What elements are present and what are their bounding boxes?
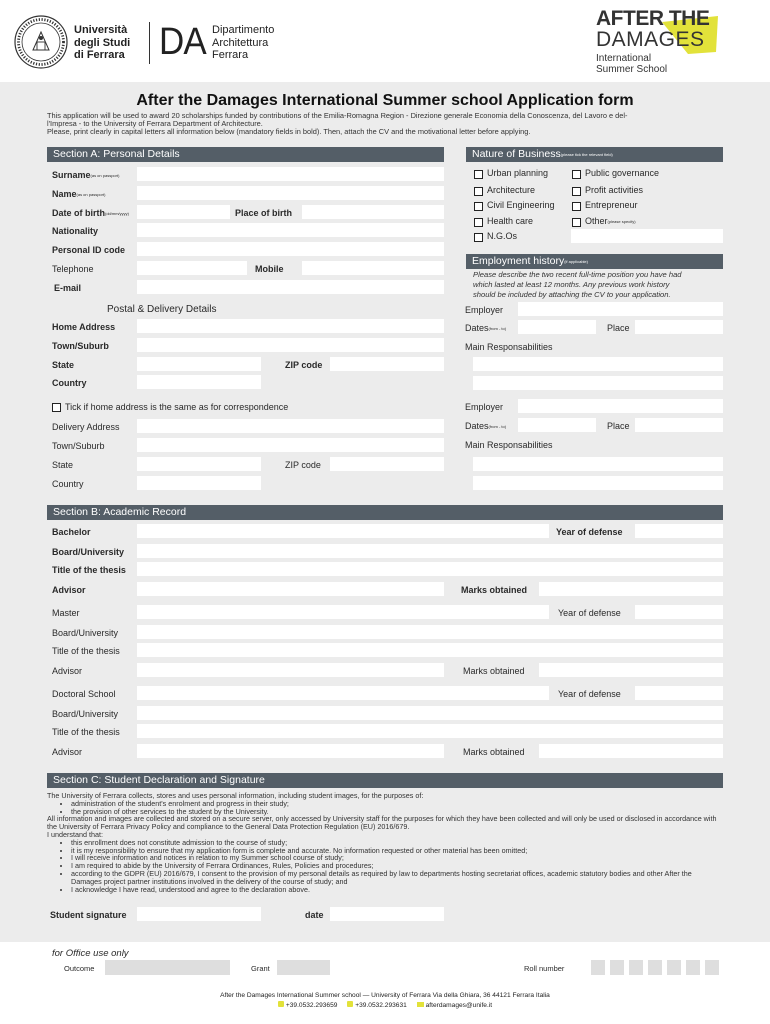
brand-line-3: International (596, 53, 652, 64)
intro-line-1: This application will be used to award 20 scholarships funded by contributions of the Emilia-Romagna Region - Direzione generale Economia della Conoscenza, del Lavoro e del- (47, 111, 628, 120)
grant-label: Grant (251, 964, 270, 973)
doctoral-board-label: Board/University (52, 709, 119, 719)
telephone-field[interactable] (137, 261, 247, 275)
doctoral-thesis-field[interactable] (137, 724, 723, 738)
country-field[interactable] (137, 375, 261, 389)
other-note: (please specify) (607, 219, 636, 224)
email-label: E-mail (54, 283, 82, 293)
signature-field[interactable] (137, 907, 261, 921)
employer-2-field[interactable] (518, 399, 723, 413)
pob-label: Place of birth (235, 208, 293, 218)
delivery-address-label: Delivery Address (52, 422, 120, 432)
place-2-label: Place (607, 421, 630, 431)
doctoral-advisor-label: Advisor (52, 747, 83, 757)
zip-field[interactable] (330, 357, 444, 371)
bachelor-year-label: Year of defense (556, 527, 623, 537)
brand-line-2: DAMAGES (596, 28, 705, 51)
university-seal-logo (13, 14, 69, 70)
state2-field[interactable] (137, 457, 261, 471)
employer-1-label: Employer (465, 305, 504, 315)
bachelor-thesis-label: Title of the thesis (52, 565, 126, 575)
intro-text (47, 112, 727, 137)
roll-number-box[interactable] (686, 960, 700, 975)
architecture-checkbox[interactable] (474, 187, 483, 196)
place-1-label: Place (607, 323, 630, 333)
doctoral-marks-field[interactable] (539, 744, 723, 758)
dob-field[interactable] (137, 205, 230, 219)
master-year-label: Year of defense (558, 608, 621, 618)
doctoral-label: Doctoral School (52, 689, 116, 699)
main-resp-1-label: Main Responsabilities (465, 342, 553, 352)
section-a-header (47, 147, 444, 162)
signature-label: Student signature (50, 910, 127, 920)
intro-line-2: l'Impresa - to the University of Ferrara Department of Architecture. (47, 119, 263, 129)
town2-label: Town/Suburb (52, 441, 105, 451)
personal-id-field[interactable] (137, 242, 444, 256)
declaration-item-1: • this enrollment does not constitute admission to the course of study; (71, 839, 723, 847)
telephone-label: Telephone (52, 264, 94, 274)
bachelor-advisor-field[interactable] (137, 582, 444, 596)
personal-id-label: Personal ID code (52, 245, 126, 255)
state-label: State (52, 360, 75, 370)
master-year-field[interactable] (635, 605, 723, 619)
country2-label: Country (52, 479, 84, 489)
brand-line-1: AFTER THE (596, 7, 710, 30)
master-marks-field[interactable] (539, 663, 723, 677)
declaration-paragraph-3: I understand that: (47, 829, 103, 839)
zip2-field[interactable] (330, 457, 444, 471)
nature-note: (please tick the relevant field) (560, 152, 613, 157)
delivery-address-field[interactable] (137, 419, 444, 433)
surname-label (52, 170, 119, 181)
roll-number-box[interactable] (610, 960, 624, 975)
town-field[interactable] (137, 338, 444, 352)
other-specify-field[interactable] (571, 229, 723, 243)
pob-field[interactable] (302, 205, 444, 219)
section-b-title: Section B: Academic Record (53, 506, 187, 518)
roll-number-label: Roll number (524, 964, 565, 973)
civil-engineering-checkbox[interactable] (474, 202, 483, 211)
fax-icon (347, 1001, 353, 1007)
declaration-purpose-list (47, 800, 723, 816)
name-label (52, 189, 105, 200)
declaration-item-2: • it is my responsibility to ensure that my application form is complete and accurate. No information requested or other material has been omitted; (71, 847, 723, 855)
doctoral-year-label: Year of defense (558, 689, 621, 699)
nationality-label: Nationality (52, 226, 99, 236)
section-c-title: Section C: Student Declaration and Signature (53, 774, 265, 786)
master-thesis-label: Title of the thesis (52, 646, 120, 656)
section-b-header (47, 505, 723, 520)
main-resp-2-field-a[interactable] (473, 457, 723, 471)
health-care-label: Health care (487, 216, 534, 226)
ngos-label: N.G.Os (487, 231, 518, 241)
bachelor-label: Bachelor (52, 527, 91, 537)
employment-title: Employment history (472, 255, 565, 267)
roll-number-box[interactable] (648, 960, 662, 975)
nationality-field[interactable] (137, 223, 444, 237)
same-address-checkbox[interactable] (52, 403, 61, 412)
outcome-label: Outcome (64, 964, 95, 973)
footer-address: After the Damages International Summer school — University of Ferrara Via della Ghiara, 36 44121 Ferrara Italia (220, 992, 550, 999)
name-label-text: Name (52, 189, 77, 199)
other-checkbox[interactable] (572, 218, 581, 227)
doctoral-board-field[interactable] (137, 706, 723, 720)
country-label: Country (52, 378, 87, 388)
footer-contacts (0, 1001, 770, 1010)
dates-2-text: Dates (465, 421, 489, 431)
dates-2-label (465, 421, 506, 432)
master-advisor-label: Advisor (52, 666, 83, 676)
dob-label (52, 208, 129, 219)
university-name-line-1: Università (74, 24, 128, 36)
bachelor-marks-field[interactable] (539, 582, 723, 596)
office-title: for Office use only (52, 948, 129, 959)
university-name-line-3: di Ferrara (74, 49, 125, 61)
main-resp-2-field-b[interactable] (473, 476, 723, 490)
phone-icon (278, 1001, 284, 1007)
employment-header (466, 254, 723, 269)
declaration-item-3: • I will receive information and notices in relation to my Summer school course of study; (71, 854, 723, 862)
doctoral-year-field[interactable] (635, 686, 723, 700)
home-address-field[interactable] (137, 319, 444, 333)
department-logo-letters: DA (159, 21, 206, 63)
architecture-label: Architecture (487, 185, 536, 195)
health-care-checkbox[interactable] (474, 218, 483, 227)
doctoral-advisor-field[interactable] (137, 744, 444, 758)
name-field[interactable] (137, 186, 444, 200)
public-governance-label: Public governance (585, 168, 660, 178)
declaration-item-5: • according to the GDPR (EU) 2016/679, I consent to the provision of my personal details as required by law to departments hosting secretariat offices, academic statutory bodies and other After the Damages project partner institutions involved in the delivery of the course of study; and (71, 870, 723, 886)
declaration-purpose-2: • the provision of other services to the student by the University. (71, 808, 723, 816)
postal-title: Postal & Delivery Details (107, 304, 217, 315)
employment-description-line-1: Please describe the two recent full-time position you have had (473, 270, 682, 279)
entrepreneur-label: Entrepreneur (585, 200, 638, 210)
doctoral-field[interactable] (137, 686, 549, 700)
mobile-field[interactable] (302, 261, 444, 275)
master-marks-label: Marks obtained (463, 666, 525, 676)
header-divider (149, 22, 150, 64)
state2-label: State (52, 460, 74, 470)
brand-logo (596, 6, 736, 78)
town2-field[interactable] (137, 438, 444, 452)
declaration-paragraph-2: All information and images are collected and stored on a secure server, only accessed by University staff for the purposes for which they have been collected and will only be used or disclosed in accordance with the University of Ferrara Privacy Policy and compliance to the General Data Protection Regulation (EU) 2016/679. (47, 814, 717, 832)
surname-label-text: Surname (52, 170, 91, 180)
department-name-line-2: Architettura (212, 36, 269, 49)
declaration-item-4: • I am required to abide by the University of Ferrara Ordinances, Rules, Policies and procedures; (71, 862, 723, 870)
roll-number-box[interactable] (705, 960, 719, 975)
department-name-line-3: Ferrara (212, 49, 249, 61)
doctoral-thesis-label: Title of the thesis (52, 727, 120, 737)
same-address-label: Tick if home address is the same as for correspondence (65, 402, 289, 412)
master-advisor-field[interactable] (137, 663, 444, 677)
civil-engineering-label: Civil Engineering (487, 200, 555, 210)
urban-planning-label: Urban planning (487, 168, 549, 178)
surname-field[interactable] (137, 167, 444, 181)
other-label-text: Other (585, 216, 608, 226)
footer-phone-2: +39.0532.293631 (355, 1002, 407, 1009)
main-resp-1-field-a[interactable] (473, 357, 723, 371)
doctoral-marks-label: Marks obtained (463, 747, 525, 757)
employer-1-field[interactable] (518, 302, 723, 316)
surname-note: (as on passport) (90, 173, 120, 178)
footer-phone-1: +39.0532.293659 (285, 1002, 338, 1009)
mobile-label: Mobile (255, 264, 284, 274)
declaration-purpose-1: • administration of the student's enrolment and progress in their study; (71, 800, 723, 808)
employment-note: (if applicable) (564, 259, 588, 264)
university-name-line-2: degli Studi (74, 36, 131, 49)
declaration-paragraph-1: The University of Ferrara collects, stores and uses personal information, including student images, for the purposes of: (47, 791, 424, 800)
intro-line-3: Please, print clearly in capital letters all information below (mandatory fields in bold). Then, attach the CV and the motivational letter before applying. (47, 127, 531, 137)
department-name (212, 24, 274, 62)
bachelor-field[interactable] (137, 524, 549, 538)
nature-title: Nature of Business (472, 148, 561, 160)
university-name (74, 24, 130, 62)
country2-field[interactable] (137, 476, 261, 490)
dates-1-label (465, 323, 506, 334)
outcome-field[interactable] (105, 960, 230, 975)
bachelor-marks-label: Marks obtained (461, 585, 528, 595)
dates-1-text: Dates (465, 323, 489, 333)
form-title: After the Damages International Summer school Application form (136, 92, 634, 109)
other-label (585, 216, 636, 227)
bachelor-thesis-field[interactable] (137, 562, 723, 576)
grant-field[interactable] (277, 960, 330, 975)
roll-number-box[interactable] (591, 960, 605, 975)
declaration-item-6: • I acknowledge I have read, understood and agree to the declaration above. (71, 886, 723, 894)
nature-header (466, 147, 723, 162)
dates-2-field[interactable] (518, 418, 596, 432)
roll-number-box[interactable] (667, 960, 681, 975)
main-resp-2-label: Main Responsabilities (465, 440, 553, 450)
main-resp-1-field-b[interactable] (473, 376, 723, 390)
department-name-line-1: Dipartimento (212, 24, 275, 36)
bachelor-board-field[interactable] (137, 544, 723, 558)
date-field[interactable] (330, 907, 444, 921)
email-field[interactable] (137, 280, 444, 294)
home-address-label: Home Address (52, 322, 116, 332)
roll-number-box[interactable] (629, 960, 643, 975)
section-c-header (47, 773, 723, 788)
date-label: date (305, 910, 324, 920)
master-board-field[interactable] (137, 625, 723, 639)
profit-activities-checkbox[interactable] (572, 187, 581, 196)
employer-2-label: Employer (465, 402, 504, 412)
dates-1-field[interactable] (518, 320, 596, 334)
master-label: Master (52, 608, 80, 618)
place-2-field[interactable] (635, 418, 723, 432)
footer-email[interactable]: afterdamages@unife.it (425, 1002, 493, 1009)
declaration-text (47, 792, 723, 893)
zip-label: ZIP code (285, 360, 323, 370)
dob-label-text: Date of birth (52, 208, 105, 218)
email-icon (417, 1002, 424, 1007)
bachelor-year-field[interactable] (635, 524, 723, 538)
town-label: Town/Suburb (52, 341, 109, 351)
ngos-checkbox[interactable] (474, 233, 483, 242)
bachelor-board-label: Board/University (52, 547, 125, 557)
zip2-label: ZIP code (285, 460, 321, 470)
brand-line-4: Summer School (596, 64, 668, 75)
employment-description-line-2: which lasted at least 12 months. Any previous work history (473, 280, 670, 289)
employment-description (473, 270, 723, 300)
dates-1-note: (from - to) (488, 326, 507, 331)
state-field[interactable] (137, 357, 261, 371)
employment-description-line-3: should be included by attaching the CV to your application. (473, 290, 671, 299)
master-thesis-field[interactable] (137, 643, 723, 657)
dates-2-note: (from - to) (488, 424, 507, 429)
section-a-title: Section A: Personal Details (53, 148, 180, 160)
profit-activities-label: Profit activities (585, 185, 644, 195)
place-1-field[interactable] (635, 320, 723, 334)
master-field[interactable] (137, 605, 549, 619)
bachelor-advisor-label: Advisor (52, 585, 86, 595)
urban-planning-checkbox[interactable] (474, 170, 483, 179)
dob-note: (dd/mm/yyyy) (105, 211, 129, 216)
name-note: (as on passport) (76, 192, 106, 197)
declaration-understand-list (47, 839, 723, 894)
public-governance-checkbox[interactable] (572, 170, 581, 179)
entrepreneur-checkbox[interactable] (572, 202, 581, 211)
master-board-label: Board/University (52, 628, 119, 638)
